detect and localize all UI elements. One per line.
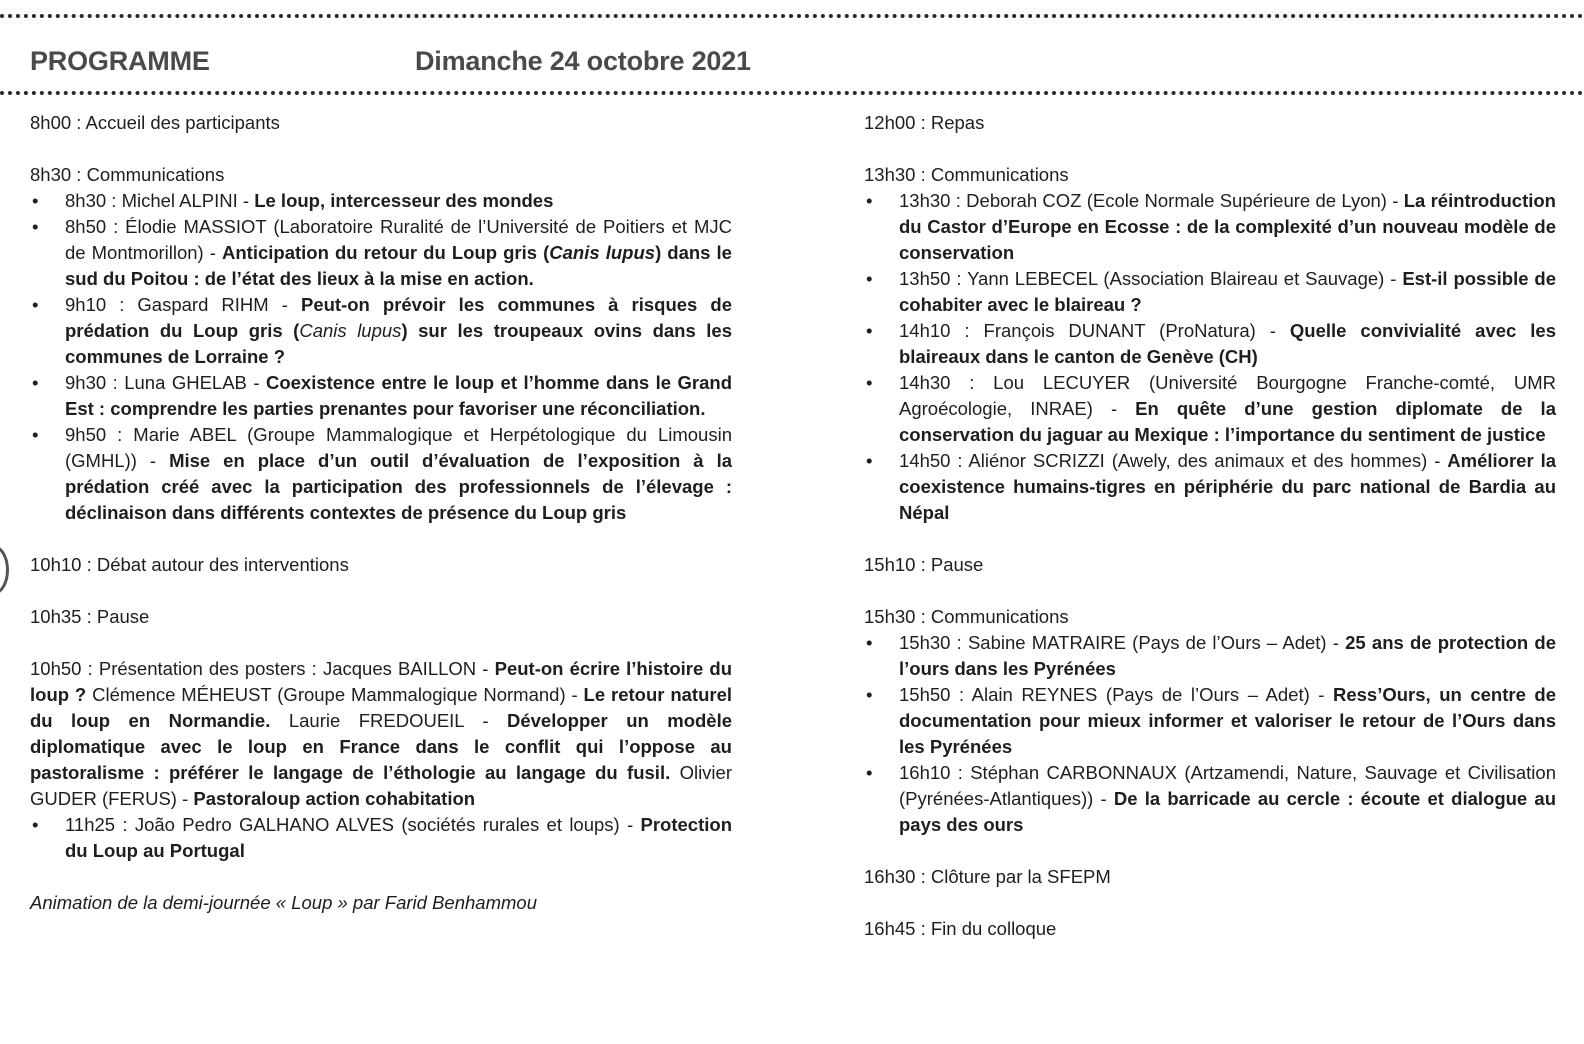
fin-line: 16h45 : Fin du colloque — [864, 918, 1057, 939]
talk-title: Anticipation du retour du Loup gris (Canis lupus) dans le sud du Poitou : de l’état des lieux à la mise en action. — [65, 242, 732, 289]
talk-title: 25 ans de protection de l’ours dans les Pyrénées — [899, 632, 1556, 679]
talk-item: • 14h10 : François DUNANT (ProNatura) - Quelle convivialité avec les blaireaux dans le canton de Genève (CH) — [864, 318, 1556, 370]
animation-credit: Animation de la demi-journée « Loup » par Farid Benhammou — [30, 892, 537, 913]
communications-heading: 13h30 : Communications — [864, 164, 1069, 185]
morning-talk-list — [30, 188, 732, 526]
talk-item: • 9h50 : Marie ABEL (Groupe Mammalogique et Herpétologique du Limousin (GMHL)) - Mise en place d’un outil d’évaluation de l’exposition à la prédation créé avec la participation des professionnels de l’élevage : déclinaison dans différents contextes de présence du Loup gris — [30, 422, 732, 526]
morning-column — [30, 110, 732, 916]
late-morning-talk-list — [30, 812, 732, 864]
talk-item: • 14h50 : Aliénor SCRIZZI (Awely, des animaux et des hommes) - Améliorer la coexistence humains-tigres en périphérie du parc national de Bardia au Népal — [864, 448, 1556, 526]
talk-title: Ress’Ours, un centre de documentation pour mieux informer et valoriser le retour de l’Ours dans les Pyrénées — [899, 684, 1557, 757]
talk-title: Quelle convivialité avec les blaireaux dans le canton de Genève (CH) — [899, 320, 1557, 367]
talk-title: Mise en place d’un outil d’évaluation de l’exposition à la prédation créé avec la participation des professionnels de l’élevage : déclinaison dans différents contextes de présence du Loup gris — [65, 450, 733, 523]
afternoon-talk-list-1 — [864, 188, 1556, 526]
communications-heading: 8h30 : Communications — [30, 164, 225, 185]
afternoon-column — [864, 110, 1556, 942]
talk-title: Le loup, intercesseur des mondes — [254, 190, 554, 211]
talk-title: En quête d’une gestion diplomate de la conservation du jaguar au Mexique : l’importance du sentiment de justice — [899, 398, 1556, 445]
date-heading: Dimanche 24 octobre 2021 — [415, 46, 751, 76]
talk-item: • 8h30 : Michel ALPINI - Le loup, intercesseur des mondes — [30, 188, 732, 214]
species-name: Canis lupus — [549, 242, 656, 263]
debat-line: 10h10 : Débat autour des interventions — [30, 554, 349, 575]
posters-paragraph: 10h50 : Présentation des posters : Jacques BAILLON - Peut-on écrire l’histoire du loup ? Clémence MÉHEUST (Groupe Mammalogique Normand) - Le retour naturel du loup en Normandie. Laurie FREDOUEIL - Développer un modèle diplomatique avec le loup en France dans le conflit qui l’oppose au pastoralisme : préférer le langage de l’éthologie au langage du fusil. Olivier GUDER (FERUS) - Pastoraloup action cohabitation — [30, 658, 733, 809]
species-name: Canis lupus — [299, 320, 402, 341]
talk-item: • 13h30 : Deborah COZ (Ecole Normale Supérieure de Lyon) - La réintroduction du Castor d’Europe en Ecosse : de la complexité d’un nouveau modèle de conservation — [864, 188, 1556, 266]
programme-heading: PROGRAMME — [30, 46, 210, 76]
page-edge-mark — [0, 545, 9, 595]
talk-item: • 9h30 : Luna GHELAB - Coexistence entre le loup et l’homme dans le Grand Est : comprendre les parties prenantes pour favoriser une réconciliation. — [30, 370, 732, 422]
talk-title: Est-il possible de cohabiter avec le blaireau ? — [899, 268, 1556, 315]
accueil-line: 8h00 : Accueil des participants — [30, 112, 280, 133]
talk-title: La réintroduction du Castor d’Europe en Ecosse : de la complexité d’un nouveau modèle de conservation — [899, 190, 1556, 263]
talk-item: • 8h50 : Élodie MASSIOT (Laboratoire Ruralité de l’Université de Poitiers et MJC de Montmorillon) - Anticipation du retour du Loup gris (Canis lupus) dans le sud du Poitou : de l’état des lieux à la mise en action. — [30, 214, 732, 292]
cloture-line: 16h30 : Clôture par la SFEPM — [864, 866, 1111, 887]
talk-title: Améliorer la coexistence humains-tigres en périphérie du parc national de Bardia au Népal — [899, 450, 1557, 523]
top-dotted-rule — [0, 14, 1584, 18]
talk-item: • 9h10 : Gaspard RIHM - Peut-on prévoir les communes à risques de prédation du Loup gris (Canis lupus) sur les troupeaux ovins dans les communes de Lorraine ? — [30, 292, 732, 370]
afternoon-talk-list-2 — [864, 630, 1556, 838]
talk-title: Protection du Loup au Portugal — [65, 814, 732, 861]
communications-heading: 15h30 : Communications — [864, 606, 1069, 627]
pause-line: 10h35 : Pause — [30, 606, 150, 627]
repas-line: 12h00 : Repas — [864, 112, 985, 133]
talk-item: • 15h50 : Alain REYNES (Pays de l’Ours – Adet) - Ress’Ours, un centre de documentation pour mieux informer et valoriser le retour de l’Ours dans les Pyrénées — [864, 682, 1556, 760]
talk-item: • 13h50 : Yann LEBECEL (Association Blaireau et Sauvage) - Est-il possible de cohabiter avec le blaireau ? — [864, 266, 1556, 318]
talk-item: • 16h10 : Stéphan CARBONNAUX (Artzamendi, Nature, Sauvage et Civilisation (Pyrénées-Atlantiques)) - De la barricade au cercle : écoute et dialogue au pays des ours — [864, 760, 1556, 838]
pause-line: 15h10 : Pause — [864, 554, 984, 575]
talk-title: Peut-on prévoir les communes à risques de prédation du Loup gris (Canis lupus) sur les troupeaux ovins dans les communes de Lorraine ? — [65, 294, 733, 367]
talk-title: Coexistence entre le loup et l’homme dans le Grand Est : comprendre les parties prenantes pour favoriser une réconciliation. — [65, 372, 732, 419]
talk-item: • 15h30 : Sabine MATRAIRE (Pays de l’Ours – Adet) - 25 ans de protection de l’ours dans les Pyrénées — [864, 630, 1556, 682]
talk-item: • 11h25 : João Pedro GALHANO ALVES (sociétés rurales et loups) - Protection du Loup au Portugal — [30, 812, 732, 864]
talk-item: • 14h30 : Lou LECUYER (Université Bourgogne Franche-comté, UMR Agroécologie, INRAE) - En quête d’une gestion diplomate de la conservation du jaguar au Mexique : l’importance du sentiment de justice — [864, 370, 1556, 448]
talk-title: De la barricade au cercle : écoute et dialogue au pays des ours — [899, 788, 1556, 835]
bottom-dotted-rule — [0, 91, 1584, 95]
